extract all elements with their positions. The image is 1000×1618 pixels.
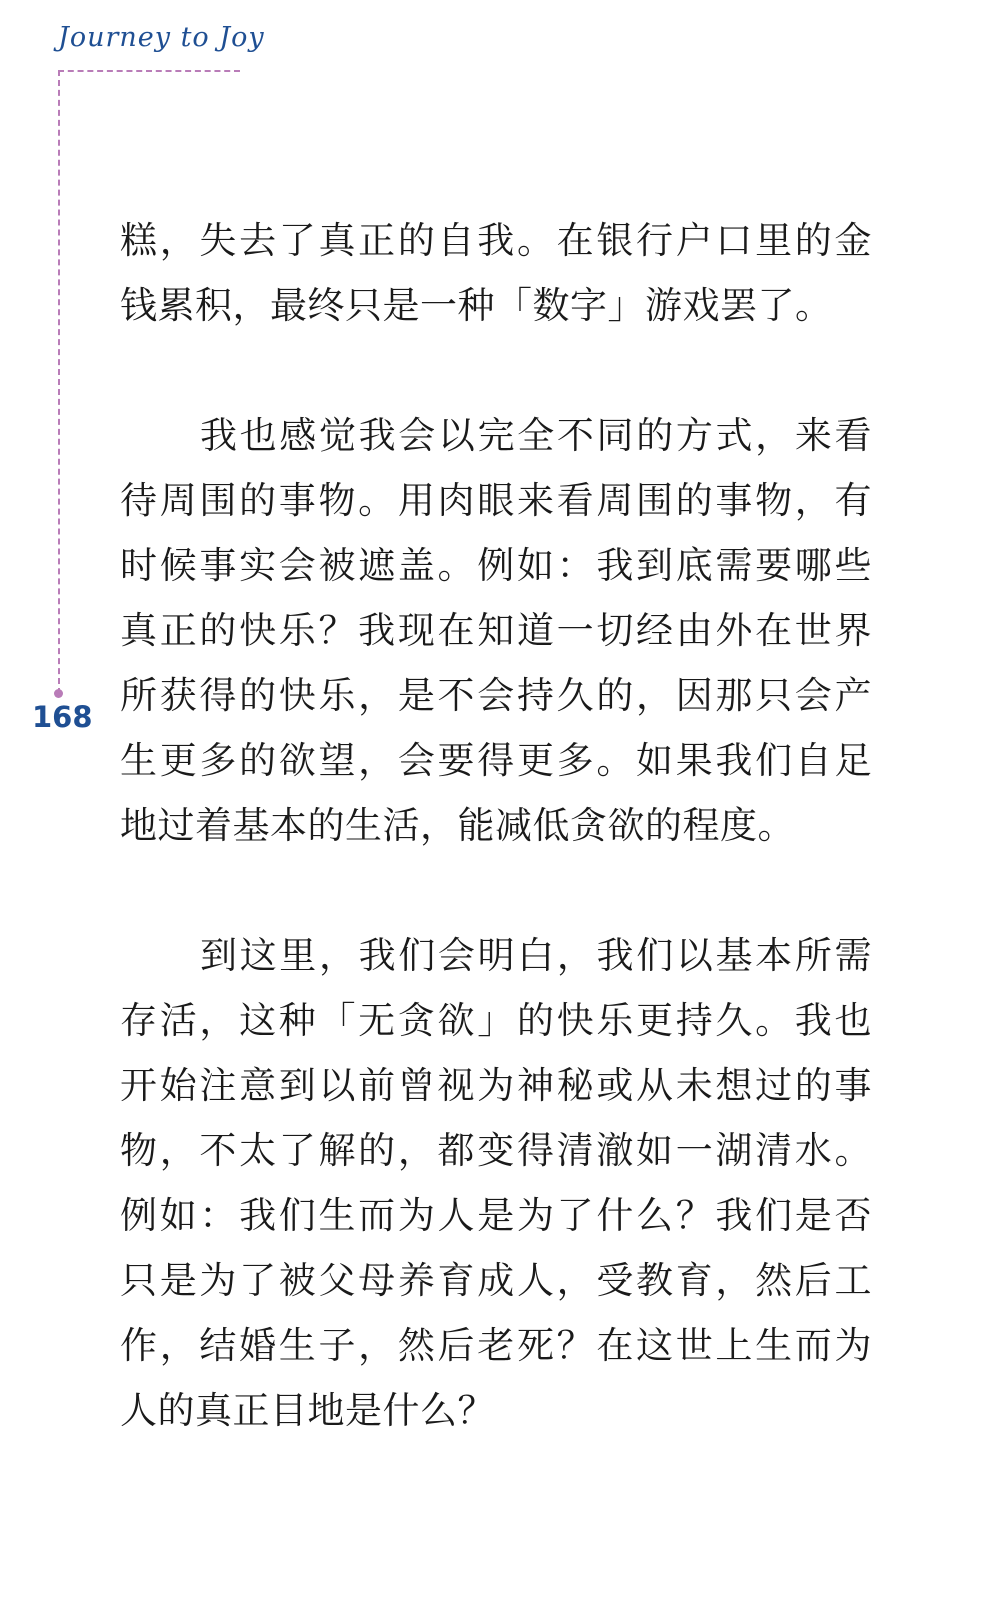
text-line: 糕，失去了真正的自我。在银行户口里的金 bbox=[120, 219, 872, 262]
text-line: 我也感觉我会以完全不同的方式，来看 bbox=[200, 414, 872, 457]
text-line: 例如：我们生而为人是为了什么？我们是否 bbox=[120, 1194, 872, 1237]
text-line: 真正的快乐？我现在知道一切经由外在世界 bbox=[120, 609, 872, 652]
text-line: 钱累积，最终只是一种「数字」游戏罢了。 bbox=[120, 284, 833, 327]
text-line: 地过着基本的生活，能减低贪欲的程度。 bbox=[120, 804, 795, 847]
paragraph-1 bbox=[120, 208, 872, 338]
text-line: 所获得的快乐，是不会持久的，因那只会产 bbox=[120, 674, 872, 717]
paragraph-2 bbox=[120, 403, 872, 858]
text-line: 作，结婚生子，然后老死？在这世上生而为 bbox=[120, 1324, 872, 1367]
text-line: 待周围的事物。用肉眼来看周围的事物，有 bbox=[120, 479, 872, 522]
text-line: 物，不太了解的，都变得清澈如一湖清水。 bbox=[120, 1129, 872, 1172]
text-line: 开始注意到以前曾视为神秘或从未想过的事 bbox=[120, 1064, 872, 1107]
running-title: Journey to Joy bbox=[58, 22, 265, 53]
text-line: 只是为了被父母养育成人，受教育，然后工 bbox=[120, 1259, 872, 1302]
guide-line-vertical bbox=[58, 70, 60, 694]
page-number: 168 bbox=[32, 700, 93, 734]
paragraph-3 bbox=[120, 923, 872, 1443]
guide-dot bbox=[54, 689, 63, 698]
text-line: 存活，这种「无贪欲」的快乐更持久。我也 bbox=[120, 999, 872, 1042]
text-line: 人的真正目地是什么？ bbox=[120, 1389, 495, 1432]
guide-line-horizontal bbox=[58, 70, 240, 72]
text-line: 生更多的欲望，会要得更多。如果我们自足 bbox=[120, 739, 872, 782]
body-text bbox=[120, 208, 872, 1508]
text-line: 时候事实会被遮盖。例如：我到底需要哪些 bbox=[120, 544, 872, 587]
text-line: 到这里，我们会明白，我们以基本所需 bbox=[200, 934, 872, 977]
